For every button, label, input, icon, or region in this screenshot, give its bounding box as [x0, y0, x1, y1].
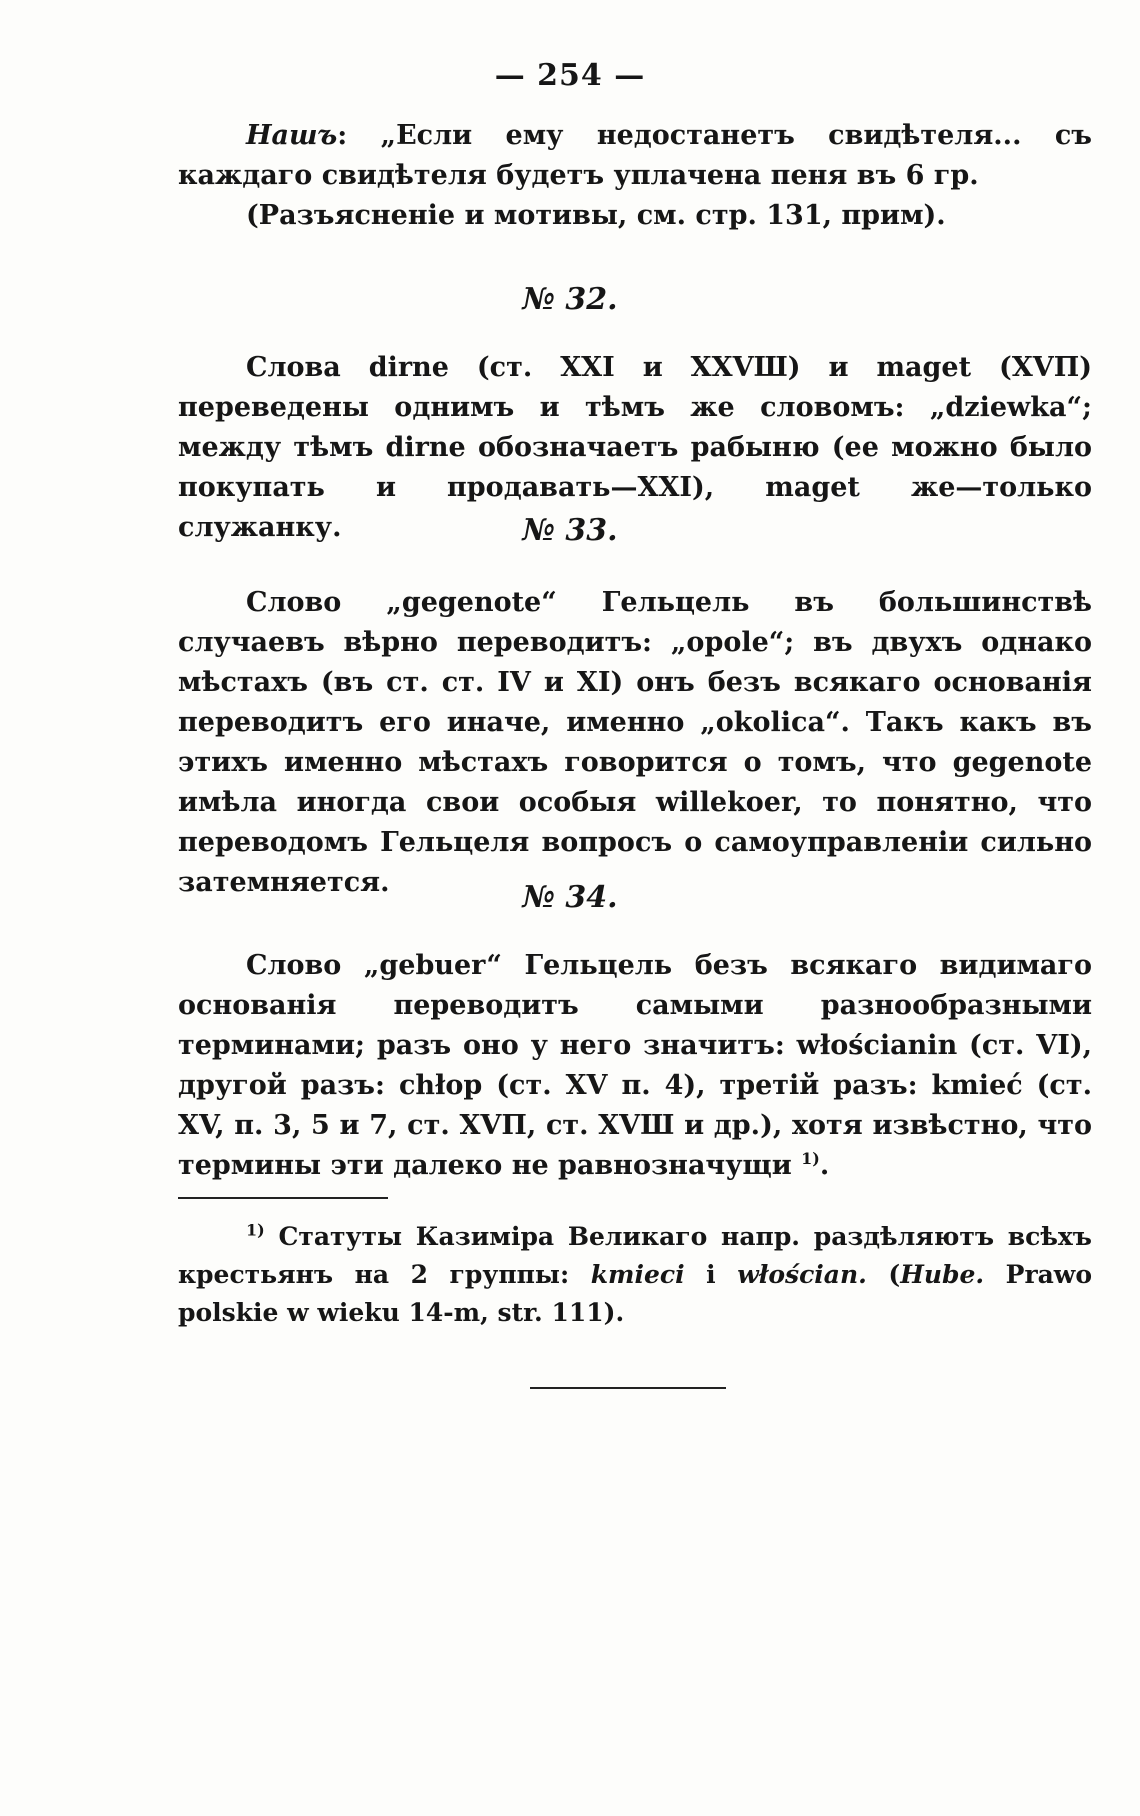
- intro-label: Нашъ: [246, 120, 338, 151]
- intro-paragraph: [178, 116, 1092, 236]
- section-paragraph-34: Слово „gebuer“ Гельцель безъ всякаго видимаго основанія переводитъ самыми разнообразными терминами; разъ оно у него значитъ: włościanin (ст. VI), другой разъ: chłop (ст. XV п. 4), третій разъ: kmieć (ст. XV, п. 3, 5 и 7, ст. XVП, ст. XVШ и др.), хотя извѣстно, что термины эти далеко не равнозначущи: [178, 950, 1092, 1181]
- footnote-marker: 1): [246, 1220, 265, 1240]
- end-rule: [530, 1387, 726, 1389]
- section-text-33: [178, 583, 1092, 903]
- intro-reference: (Разъясненіе и мотивы, см. стр. 131, прим).: [246, 200, 946, 231]
- footnote: [178, 1218, 1092, 1332]
- footnote-reference: 1): [801, 1149, 820, 1168]
- section-heading-32: № 32.: [522, 282, 618, 317]
- footnote-term-wloscian: włościan.: [737, 1260, 867, 1289]
- footnote-term-kmieci: kmieci: [590, 1260, 685, 1289]
- footnote-separator: [178, 1197, 388, 1199]
- footnote-text: Статуты Казиміра Великаго напр. раздѣляютъ всѣхъ крестьянъ на 2 группы:: [178, 1222, 1092, 1289]
- section-heading-33: № 33.: [522, 513, 618, 548]
- page-number: — 254 —: [494, 58, 646, 93]
- footnote-author: Hube.: [900, 1260, 985, 1289]
- footnote-text-join: i: [684, 1260, 738, 1289]
- section-text-34: Слово „gebuer“ Гельцель безъ всякаго видимаго основанія переводитъ самыми разнообразными терминами; разъ оно у него значитъ: włościanin (ст. VI), другой разъ: chłop (ст. XV п. 4), третій разъ: kmieć (ст. XV, п. 3, 5 и 7, ст. XVП, ст. XVШ и др.), хотя извѣстно, что термины эти далеко не равнозначущи $^{1)}$.: [178, 950, 1092, 1181]
- intro-text: : „Если ему недостанетъ свидѣтеля... съ каждаго свидѣтеля будетъ уплачена пеня въ 6 гр.: [178, 120, 1092, 191]
- section-paragraph-33: Слово „gegenote“ Гельцель въ большинствѣ случаевъ вѣрно переводитъ: „opole“; въ двухъ однако мѣстахъ (въ ст. ст. IV и XI) онъ безъ всякаго основанія переводитъ его иначе, именно „okolica“. Такъ какъ въ этихъ именно мѣстахъ говорится о томъ, что gegenote имѣла иногда свои особыя willekoer, то понятно, что переводомъ Гельцеля вопросъ о самоуправленіи сильно затемняется.: [178, 587, 1092, 898]
- section-heading-34: № 34.: [522, 880, 618, 915]
- footnote-open-paren: (: [866, 1260, 901, 1289]
- footnote-citation: Prawo polskie w wieku 14-m, str. 111).: [178, 1260, 1093, 1327]
- section-paragraph-32: Слова dirne (ст. XXI и XXVШ) и maget (XVП) переведены однимъ и тѣмъ же словомъ: „dziewka“; между тѣмъ dirne обозначаетъ рабыню (ее можно было покупать и продавать—XXI), maget же—только служанку.: [178, 352, 1092, 543]
